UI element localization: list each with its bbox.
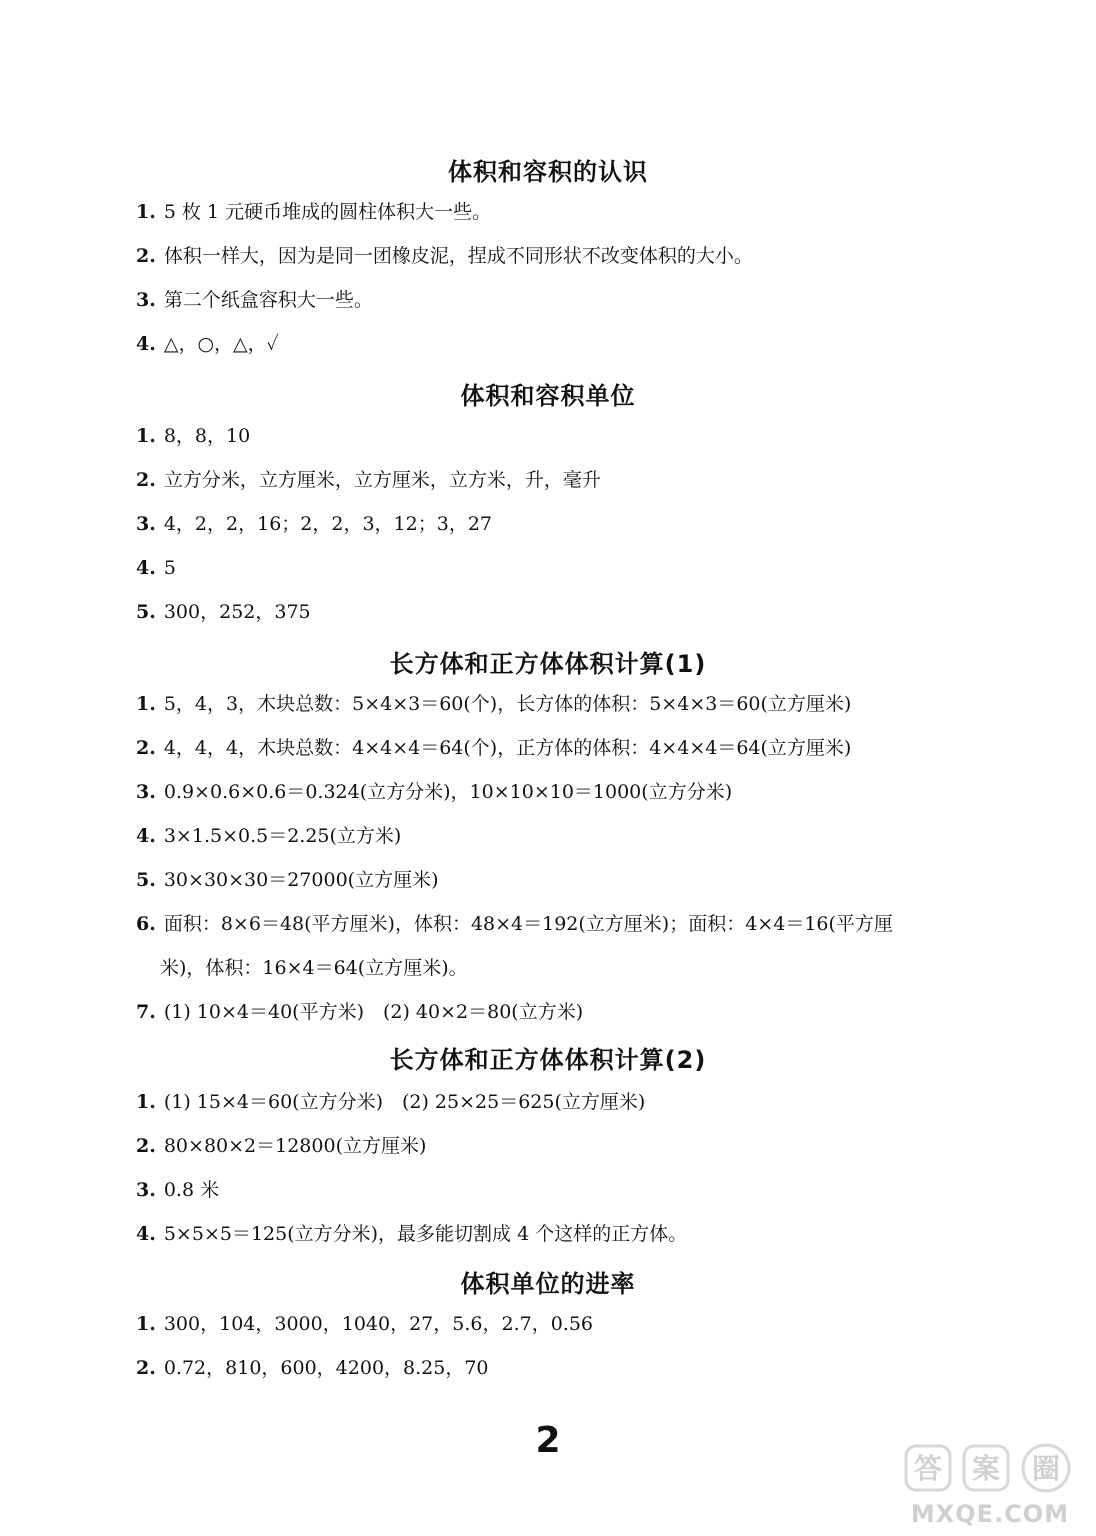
answer-item [136,424,996,448]
item-number: 4. [136,333,156,355]
answer-item [136,1356,996,1380]
item-number: 5. [136,869,156,891]
watermark-logo [900,1440,1080,1532]
item-text: 30×30×30＝27000(立方厘米) [163,869,439,891]
answer-item [136,332,996,356]
answer-item [136,824,996,848]
answer-item [136,556,996,580]
item-text: 80×80×2＝12800(立方厘米) [163,1135,427,1157]
answer-item [136,288,996,312]
answer-item [136,1134,996,1158]
item-text: 300，252，375 [163,601,311,623]
answer-item [136,736,996,760]
answer-item [136,780,996,804]
answer-item [136,1090,996,1114]
item-number: 1. [136,201,156,223]
section-title: 体积和容积的认识 [448,158,648,186]
item-text: (1) 10×4＝40(平方米) (2) 40×2＝80(立方米) [163,1001,584,1023]
item-number: 2. [136,469,156,491]
answer-item [136,200,996,224]
item-number: 1. [136,1091,156,1113]
answer-item [136,600,996,624]
item-number: 4. [136,557,156,579]
item-text: △，○，△，✓ [163,333,279,355]
svg-text:答: 答 [913,1452,943,1485]
section-title: 长方体和正方体体积计算(1) [389,650,707,678]
item-text: 体积一样大，因为是同一团橡皮泥，捏成不同形状不改变体积的大小。 [163,245,753,267]
item-number: 3. [136,1179,156,1201]
section-title: 长方体和正方体体积计算(2) [389,1046,707,1074]
item-number: 4. [136,825,156,847]
section-title: 体积和容积单位 [460,382,636,410]
item-text: 0.9×0.6×0.6＝0.324(立方分米)，10×10×10＝1000(立方分米) [163,781,733,803]
answer-item [136,468,996,492]
item-text: 5 枚 1 元硬币堆成的圆柱体积大一些。 [163,201,492,223]
item-number: 3. [136,289,156,311]
svg-text:MXQE.COM: MXQE.COM [910,1500,1070,1528]
answer-item [136,1178,996,1202]
svg-text:案: 案 [971,1452,1001,1485]
answer-item [136,1312,996,1336]
item-number: 1. [136,1313,156,1335]
item-text: 5，4，3，木块总数：5×4×3＝60(个)，长方体的体积：5×4×3＝60(立方厘米) [163,693,852,715]
item-text: 300，104，3000，1040，27，5.6，2.7，0.56 [163,1313,593,1335]
answer-item [136,1000,996,1024]
item-text: 立方分米，立方厘米，立方厘米，立方米，升，毫升 [163,469,601,491]
answer-item [136,244,996,268]
item-text: 8，8，10 [163,425,251,447]
item-number: 3. [136,781,156,803]
item-number: 2. [136,737,156,759]
item-text: 5×5×5＝125(立方分米)，最多能切割成 4 个这样的正方体。 [163,1223,688,1245]
section-title: 体积单位的进率 [460,1270,636,1298]
item-number: 5. [136,601,156,623]
item-number: 1. [136,425,156,447]
item-text: 4，4，4，木块总数：4×4×4＝64(个)，正方体的体积：4×4×4＝64(立方厘米) [163,737,852,759]
item-number: 2. [136,1135,156,1157]
svg-text:圈: 圈 [1031,1452,1061,1485]
answer-item-continuation: 米)，体积：16×4＝64(立方厘米)。 [160,957,468,979]
item-number: 7. [136,1001,156,1023]
item-number: 4. [136,1223,156,1245]
item-text: 0.8 米 [163,1179,220,1201]
page-number: 2 [535,1420,561,1461]
answer-item [136,512,996,536]
item-number: 2. [136,245,156,267]
item-text: 0.72，810，600，4200，8.25，70 [163,1357,489,1379]
item-text: (1) 15×4＝60(立方分米) (2) 25×25＝625(立方厘米) [163,1091,646,1113]
item-number: 1. [136,693,156,715]
answer-item [136,692,996,716]
answer-item [136,868,996,892]
item-text: 3×1.5×0.5＝2.25(立方米) [163,825,402,847]
item-text: 第二个纸盒容积大一些。 [163,289,373,311]
item-number: 6. [136,913,156,935]
item-text: 4，2，2，16；2，2，3，12；3，27 [163,513,492,535]
answer-item [136,912,996,936]
item-number: 2. [136,1357,156,1379]
answer-item [136,1222,996,1246]
item-text: 面积：8×6＝48(平方厘米)，体积：48×4＝192(立方厘米)；面积：4×4＝16(平方厘 [163,913,893,935]
item-text: 5 [163,557,176,579]
item-number: 3. [136,513,156,535]
